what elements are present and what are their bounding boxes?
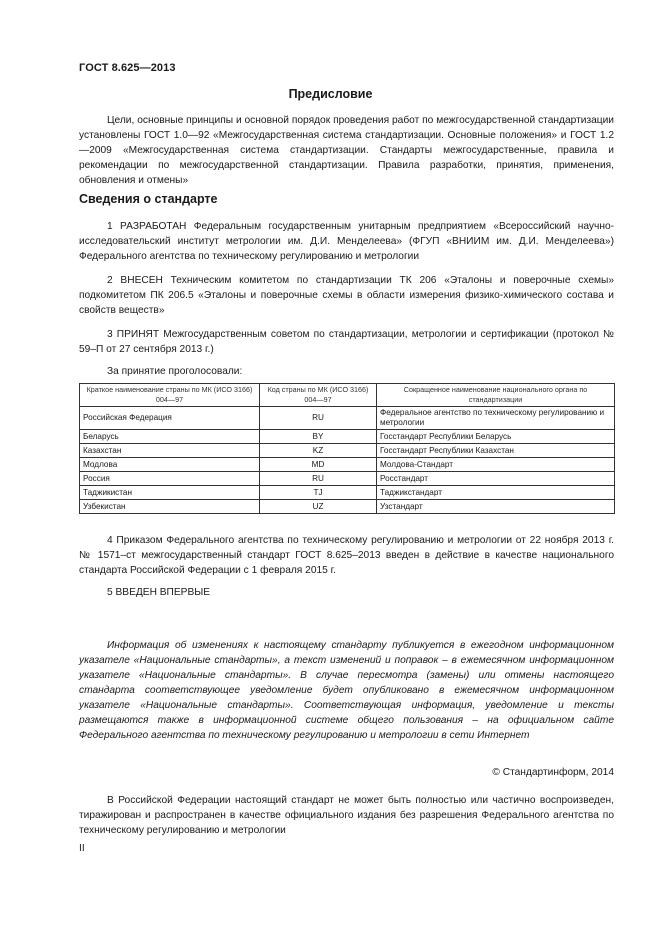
table-cell-code: RU	[260, 407, 377, 430]
changes-info-note: Информация об изменениях к настоящему стандарту публикуется в ежегодном информационном указателе «Национальные стандарты», а текст изменений и поправок – в ежемесячном информационном указателе «Национальные стандарты». В случае пересмотра (замены) или отмены настоящего стандарта соответствующее уведомление будет опубликовано в ежемесячном информационном указателе «Национальные стандарты». Соответствующая информация, уведомление и тексты размещаются также в информационной системе общего пользования – на официальном сайте Федерального агентства по техническому регулированию и метрологии в сети Интернет	[79, 640, 614, 741]
table-cell-agency: Госстандарт Республики Беларусь	[377, 430, 615, 444]
rf-reproduction-notice: В Российской Федерации настоящий стандарт не может быть полностью или частично воспроизведен, тиражирован и распространен в качестве официального издания без разрешения Федерального агентства по техническому регулированию и метрологии	[79, 795, 614, 836]
table-row	[80, 500, 615, 514]
table-row	[80, 472, 615, 486]
preface-text: Цели, основные принципы и основной порядок проведения работ по межгосударственной стандартизации установлены ГОСТ 1.0—92 «Межгосударственная система стандартизации. Основные положения» и ГОСТ 1.2—2009 «Межгосударственная система стандартизации. Стандарты межгосударственные, правила и рекомендации по межгосударственной стандартизации. Правила разработки, принятия, применения, обновления и отмены»	[79, 115, 614, 186]
table-cell-country: Беларусь	[80, 430, 260, 444]
info-item-1: 1 РАЗРАБОТАН Федеральным государственным унитарным предприятием «Всероссийский научно-исследовательский институт метрологии им. Д.И. Менделеева» (ФГУП «ВНИИМ им. Д.И. Менделеева») Федерального агентства по техническому регулированию и метрологии	[79, 221, 614, 262]
table-cell-code: UZ	[260, 500, 377, 514]
table-header-row	[80, 384, 615, 407]
voting-table	[79, 383, 615, 514]
page-number: II	[79, 843, 85, 854]
table-row	[80, 486, 615, 500]
table-cell-agency: Молдова-Стандарт	[377, 458, 615, 472]
document-number: ГОСТ 8.625—2013	[79, 62, 176, 74]
table-cell-country: Таджикистан	[80, 486, 260, 500]
table-header-agency: Сокращенное наименование национального органа по стандартизации	[377, 384, 615, 407]
table-cell-agency: Госстандарт Республики Казахстан	[377, 444, 615, 458]
table-header-country: Краткое наименование страны по МК (ИСО 3166) 004—97	[80, 384, 260, 407]
table-row	[80, 430, 615, 444]
table-cell-code: MD	[260, 458, 377, 472]
table-header-code: Код страны по МК (ИСО 3166) 004—97	[260, 384, 377, 407]
table-cell-country: Казахстан	[80, 444, 260, 458]
table-cell-agency: Федеральное агентство по техническому регулированию и метрологии	[377, 407, 615, 430]
info-item-2: 2 ВНЕСЕН Техническим комитетом по стандартизации ТК 206 «Эталоны и поверочные схемы» подкомитетом ПК 206.5 «Эталоны и поверочные схемы в области измерения физико-химического состава и свойств веществ»	[79, 275, 614, 316]
standard-info-title: Сведения о стандарте	[79, 192, 218, 206]
table-row	[80, 458, 615, 472]
table-row	[80, 444, 615, 458]
info-item-4: 4 Приказом Федерального агентства по техническому регулированию и метрологии от 22 ноября 2013 г. № 1571–ст межгосударственный стандарт ГОСТ 8.625–2013 введен в действие в качестве национального стандарта Российской Федерации с 1 февраля 2015 г.	[79, 535, 614, 576]
table-row	[80, 407, 615, 430]
table-cell-code: BY	[260, 430, 377, 444]
copyright: © Стандартинформ, 2014	[492, 767, 614, 778]
table-cell-code: TJ	[260, 486, 377, 500]
table-cell-code: RU	[260, 472, 377, 486]
table-cell-country: Узбекистан	[80, 500, 260, 514]
info-item-3: 3 ПРИНЯТ Межгосударственным советом по стандартизации, метрологии и сертификации (протокол № 59–П от 27 сентября 2013 г.)	[79, 329, 614, 355]
vote-label: За принятие проголосовали:	[107, 366, 243, 377]
table-cell-country: Россия	[80, 472, 260, 486]
table-cell-country: Российская Федерация	[80, 407, 260, 430]
table-cell-agency: Таджикстандарт	[377, 486, 615, 500]
preface-title: Предисловие	[288, 87, 373, 101]
info-item-5: 5 ВВЕДЕН ВПЕРВЫЕ	[107, 587, 211, 598]
table-cell-agency: Узстандарт	[377, 500, 615, 514]
table-cell-agency: Росстандарт	[377, 472, 615, 486]
table-cell-country: Модлова	[80, 458, 260, 472]
table-cell-code: KZ	[260, 444, 377, 458]
